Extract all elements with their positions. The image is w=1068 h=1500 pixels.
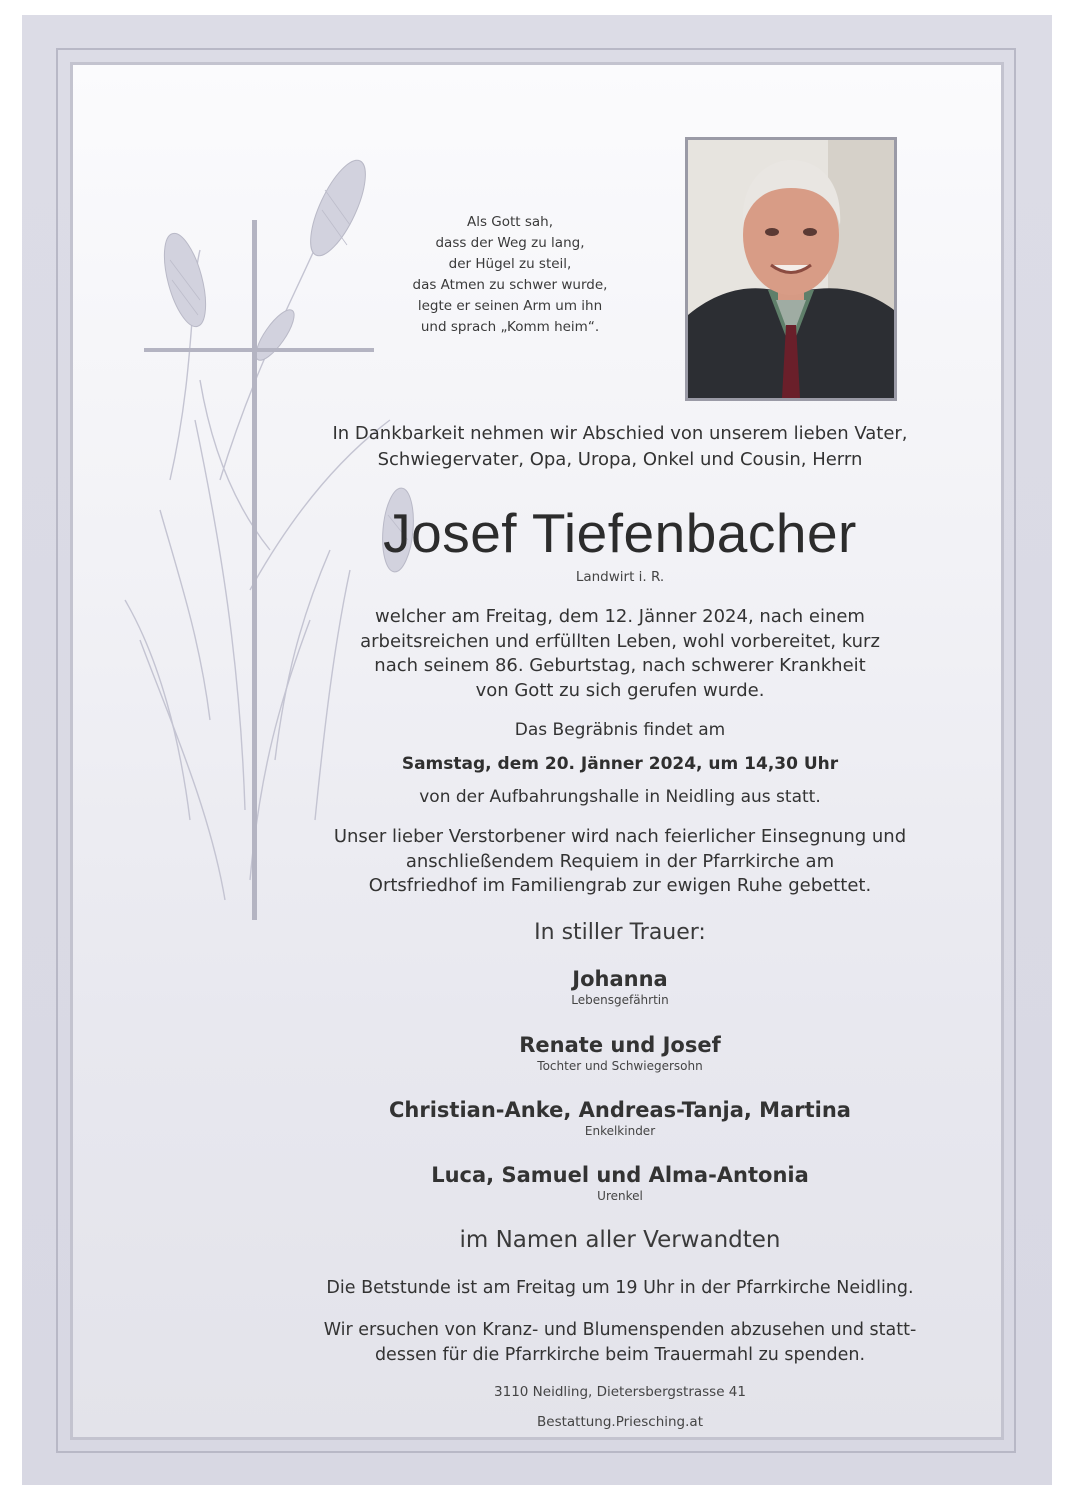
- mourning-heading: In stiller Trauer:: [534, 920, 706, 945]
- contact-address: 3110 Neidling, Dietersbergstrasse 41: [494, 1384, 746, 1400]
- mourner-name: Christian-Anke, Andreas-Tanja, Martina: [389, 1098, 851, 1122]
- prayer-notice: Die Betstunde ist am Freitag um 19 Uhr in der Pfarrkirche Neidling.: [326, 1278, 914, 1298]
- death-notice-text: [290, 605, 950, 703]
- burial-line: Unser lieber Verstorbener wird nach feierlicher Einsegnung und: [333, 826, 907, 847]
- intro-line: In Dankbarkeit nehmen wir Abschied von unserem lieben Vater,: [332, 423, 908, 444]
- quote-line: Als Gott sah,: [466, 214, 554, 230]
- donation-line: dessen für die Pfarrkirche beim Trauermahl zu spenden.: [374, 1344, 866, 1365]
- quote-line: legte er seinen Arm um ihn: [417, 298, 603, 314]
- death-notice-line: nach seinem 86. Geburtstag, nach schwerer Krankheit: [374, 655, 866, 676]
- mourner-entry: [290, 966, 950, 1008]
- donation-notice: [290, 1318, 950, 1367]
- burial-line: anschließendem Requiem in der Pfarrkirche am: [405, 850, 835, 872]
- mourner-role: Urenkel: [597, 1189, 643, 1203]
- mourner-name: Renate und Josef: [519, 1033, 721, 1057]
- mourner-role: Enkelkinder: [584, 1124, 656, 1138]
- quote-line: und sprach „Komm heim“.: [420, 319, 600, 335]
- deceased-occupation: Landwirt i. R.: [575, 569, 665, 585]
- mourner-role: Tochter und Schwiegersohn: [537, 1059, 703, 1073]
- mourner-name: Luca, Samuel und Alma-Antonia: [431, 1163, 809, 1187]
- funeral-place: von der Aufbahrungshalle in Neidling aus statt.: [419, 787, 821, 807]
- relatives-line: im Namen aller Verwandten: [459, 1227, 781, 1253]
- deceased-name: Josef Tiefenbacher: [383, 502, 857, 564]
- burial-text: [290, 825, 950, 899]
- mourner-name: Johanna: [572, 967, 668, 991]
- mourner-entry: [290, 1162, 950, 1204]
- memorial-quote: [395, 212, 625, 338]
- deceased-portrait-photo: [685, 137, 897, 401]
- quote-line: der Hügel zu steil,: [448, 256, 572, 272]
- death-notice-line: arbeitsreichen und erfüllten Leben, wohl vorbereitet, kurz: [360, 630, 880, 652]
- portrait-illustration: [688, 140, 894, 398]
- mourner-entry: [290, 1032, 950, 1074]
- funeral-home-website: Bestattung.Priesching.at: [537, 1414, 703, 1430]
- mourner-role: Lebensgefährtin: [571, 993, 669, 1007]
- quote-line: dass der Weg zu lang,: [435, 235, 585, 251]
- farewell-intro: [290, 421, 950, 473]
- quote-line: das Atmen zu schwer wurde,: [412, 277, 608, 293]
- intro-line: Schwiegervater, Opa, Uropa, Onkel und Cousin, Herrn: [377, 449, 863, 470]
- funeral-intro: Das Begräbnis findet am: [514, 720, 726, 740]
- death-notice-line: von Gott zu sich gerufen wurde.: [475, 679, 765, 701]
- burial-line: Ortsfriedhof im Familiengrab zur ewigen Ruhe gebettet.: [368, 875, 872, 896]
- funeral-date: Samstag, dem 20. Jänner 2024, um 14,30 Uhr: [401, 754, 839, 774]
- mourner-entry: [290, 1097, 950, 1139]
- death-notice-line: welcher am Freitag, dem 12. Jänner 2024, nach einem: [375, 606, 865, 627]
- donation-line: Wir ersuchen von Kranz- und Blumenspenden abzusehen und statt-: [323, 1320, 917, 1340]
